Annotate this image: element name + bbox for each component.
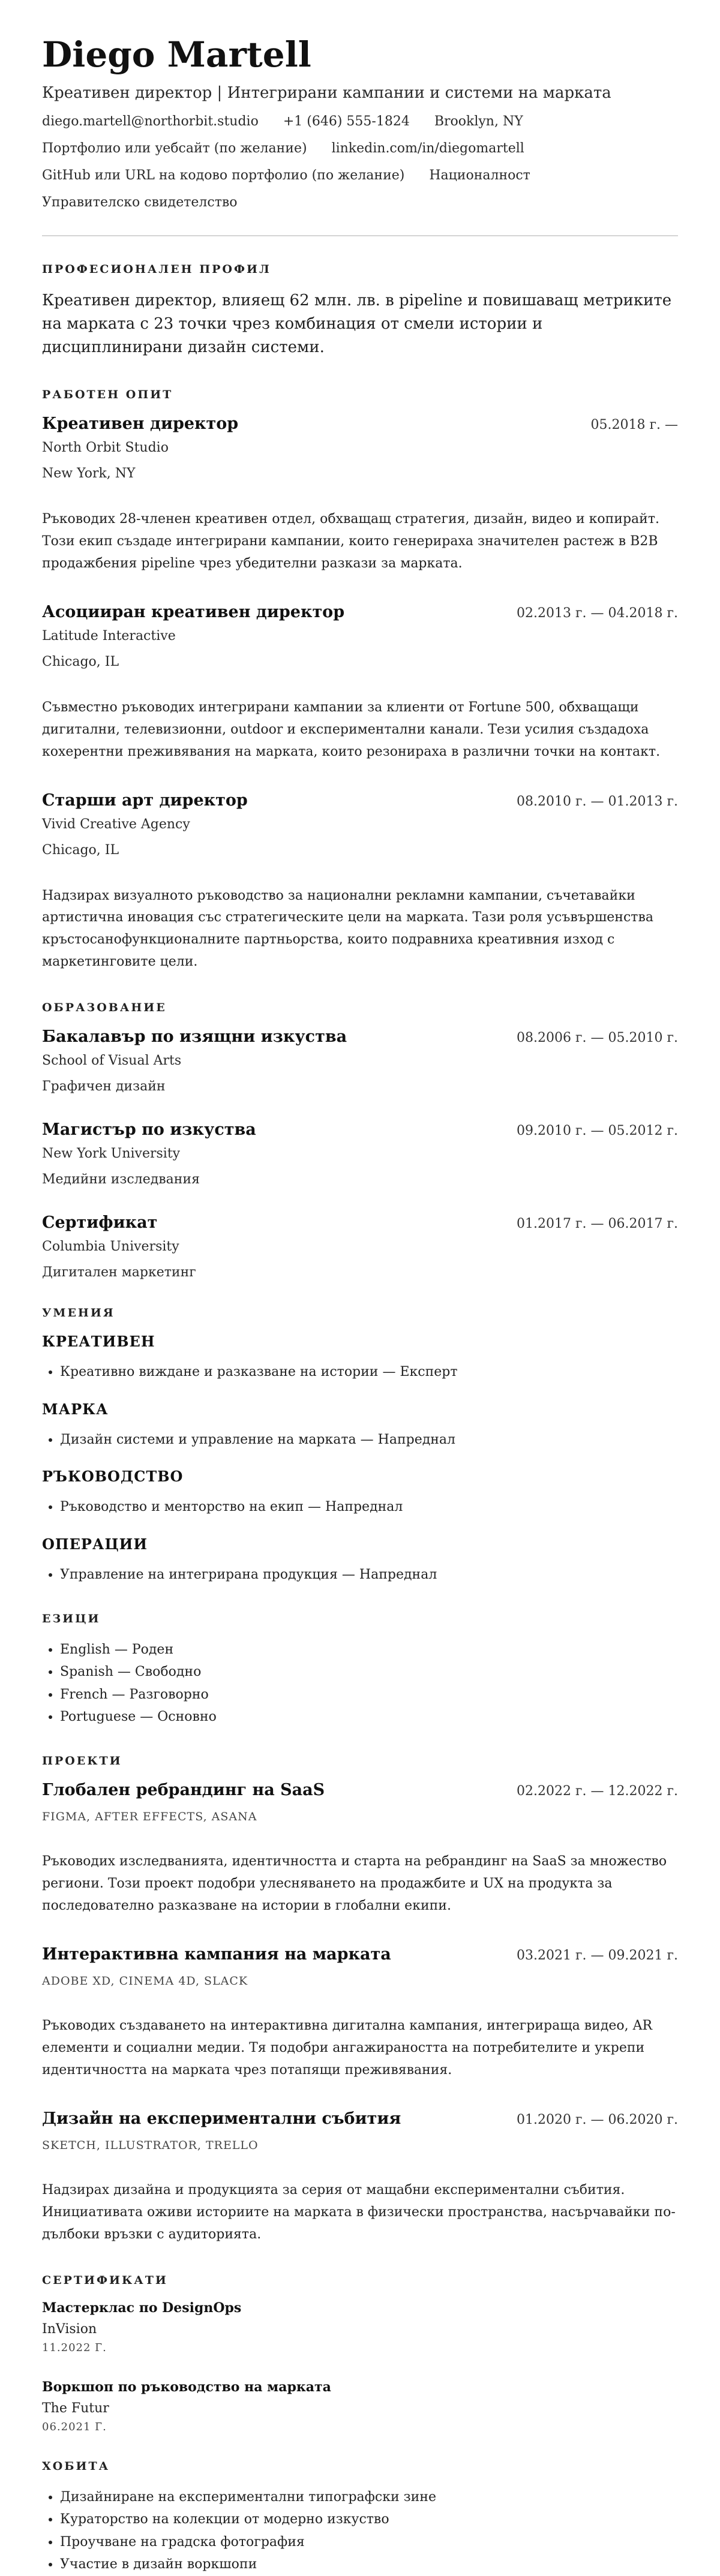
school: Columbia University: [42, 1239, 179, 1255]
contact-row-4: [42, 195, 678, 210]
project-description: Ръководих създаването на интерактивна дигитална кампания, интегрираща видео, AR елементи и социални медии. Тя подобри ангажираността на потребителите и укрепи идентичността на марката чрез потапящи преживявания.: [42, 2018, 653, 2078]
hobby-item: • Кураторство на колекции от модерно изкуство: [60, 2508, 678, 2530]
project-description: Ръководих изследванията, идентичността и старта на ребрандинг на SaaS за множество региони. Този проект подобри улесняването на продажбите и UX на продукта за последователно разказване на истории в глобални екипи.: [42, 1854, 667, 1914]
education-dates: 01.2017 г. — 06.2017 г.: [517, 1216, 678, 1232]
experience-section: [42, 388, 678, 974]
job-title: Креативен директор: [42, 414, 239, 433]
language-item: • English — Роден: [60, 1639, 678, 1661]
job-location: Chicago, IL: [42, 842, 119, 858]
experience-entry: [42, 414, 678, 575]
job-location: New York, NY: [42, 465, 136, 481]
certificate-entry: [42, 2379, 678, 2433]
education-section: [42, 1001, 678, 1280]
school: School of Visual Arts: [42, 1053, 182, 1069]
field-of-study: Графичен дизайн: [42, 1079, 166, 1095]
certificate-name: Мастерклас по DesignOps: [42, 2300, 242, 2316]
degree: Бакалавър по изящни изкуства: [42, 1027, 347, 1047]
hobby-item: • Участие в дизайн воркшопи: [60, 2553, 678, 2575]
hobby-item: • Дизайниране на експериментални типографски зине: [60, 2486, 678, 2508]
profile-summary: Креативен директор, влияещ 62 млн. лв. в pipeline и повишаващ метриките на марката с 23 точки чрез комбинация от смели истории и дисциплинирани дизайн системи.: [42, 291, 672, 356]
job-title: Асоцииран креативен директор: [42, 602, 345, 621]
skill-category: МАРКА: [42, 1400, 109, 1418]
section-title-experience: РАБОТЕН ОПИТ: [42, 387, 173, 401]
skill-category: КРЕАТИВЕН: [42, 1333, 155, 1351]
education-entry: [42, 1213, 678, 1280]
skill-item: • Управление на интегрирана продукция — Напреднал: [60, 1564, 678, 1586]
project-dates: 02.2022 г. — 12.2022 г.: [517, 1784, 678, 1799]
experience-entry: [42, 791, 678, 974]
section-title-skills: УМЕНИЯ: [42, 1306, 115, 1320]
nationality: Националност: [429, 167, 530, 183]
company: Vivid Creative Agency: [42, 816, 190, 832]
github-link[interactable]: GitHub или URL на кодово портфолио (по желание): [42, 167, 405, 183]
skill-item: • Дизайн системи и управление на марката — Напреднал: [60, 1429, 678, 1451]
project-dates: 03.2021 г. — 09.2021 г.: [517, 1948, 678, 1964]
skill-item: • Ръководство и менторство на екип — Напреднал: [60, 1496, 678, 1518]
project-name: Дизайн на експериментални събития: [42, 2109, 401, 2129]
skills-section: [42, 1306, 678, 1586]
skill-group: [42, 1333, 678, 1383]
degree: Сертификат: [42, 1213, 158, 1233]
phone[interactable]: +1 (646) 555-1824: [283, 113, 410, 129]
header-divider: [42, 235, 678, 236]
job-description: Ръководих 28-членен креативен отдел, обхващащ стратегия, дизайн, видео и копирайт. Този екип създаде интегрирани кампании, които генерираха значителен растеж в B2B продажбения pipeline чрез убедителни разкази за марката.: [42, 511, 659, 571]
skill-group: [42, 1468, 678, 1518]
job-dates: 08.2010 г. — 01.2013 г.: [517, 793, 678, 809]
certificate-name: Воркшоп по ръководство на марката: [42, 2379, 331, 2395]
job-title: Старши арт директор: [42, 790, 248, 810]
education-dates: 09.2010 г. — 05.2012 г.: [517, 1123, 678, 1139]
hobby-item: • Проучване на градска фотография: [60, 2531, 678, 2553]
school: New York University: [42, 1146, 181, 1162]
education-entry: [42, 1120, 678, 1187]
portfolio-link[interactable]: Портфолио или уебсайт (по желание): [42, 140, 307, 156]
license: Управителско свидетелство: [42, 194, 238, 210]
certificate-entry: [42, 2300, 678, 2354]
project-tools: ADOBE XD, CINEMA 4D, SLACK: [42, 1974, 248, 1988]
skill-category: ОПЕРАЦИИ: [42, 1535, 148, 1553]
section-title-projects: ПРОЕКТИ: [42, 1754, 122, 1768]
profile-section: [42, 263, 678, 359]
contact-row-1: [42, 114, 678, 129]
project-dates: 01.2020 г. — 06.2020 г.: [517, 2112, 678, 2128]
resume-header: [42, 36, 678, 210]
location: Brooklyn, NY: [434, 113, 523, 129]
certificate-issuer: InVision: [42, 2322, 97, 2337]
contact-row-3: [42, 168, 678, 183]
skill-group: [42, 1535, 678, 1586]
contact-row-2: [42, 141, 678, 156]
company: North Orbit Studio: [42, 440, 169, 455]
company: Latitude Interactive: [42, 628, 176, 644]
skill-category: РЪКОВОДСТВО: [42, 1468, 184, 1486]
candidate-name: Diego Martell: [42, 34, 311, 75]
project-name: Глобален ребрандинг на SaaS: [42, 1781, 325, 1800]
section-title-languages: ЕЗИЦИ: [42, 1612, 101, 1625]
education-entry: [42, 1027, 678, 1094]
section-title-certificates: СЕРТИФИКАТИ: [42, 2274, 168, 2288]
language-item: • Spanish — Свободно: [60, 1661, 678, 1683]
job-description: Надзирах визуалното ръководство за национални рекламни кампании, съчетавайки артистична иновация със стратегическите цели на марката. Тази роля усъвършенства кръстосанофункционалните партньорства, които подравниха креативния изход с маркетинговите цели.: [42, 888, 653, 970]
hobbies-section: [42, 2460, 678, 2576]
language-item: • Portuguese — Основно: [60, 1706, 678, 1728]
section-title-hobbies: ХОБИТА: [42, 2460, 110, 2473]
education-dates: 08.2006 г. — 05.2010 г.: [517, 1030, 678, 1046]
experience-entry: [42, 603, 678, 764]
projects-section: [42, 1754, 678, 2246]
project-name: Интерактивна кампания на марката: [42, 1945, 391, 1964]
project-entry: [42, 1781, 678, 1917]
certificates-section: [42, 2274, 678, 2433]
certificate-date: 11.2022 Г.: [42, 2341, 107, 2355]
project-entry: [42, 1945, 678, 2082]
certificate-date: 06.2021 Г.: [42, 2421, 107, 2434]
job-dates: 02.2013 г. — 04.2018 г.: [517, 605, 678, 621]
field-of-study: Дигитален маркетинг: [42, 1265, 196, 1281]
section-title-education: ОБРАЗОВАНИЕ: [42, 1001, 167, 1015]
project-tools: SKETCH, ILLUSTRATOR, TRELLO: [42, 2139, 259, 2153]
degree: Магистър по изкуства: [42, 1120, 256, 1140]
project-entry: [42, 2109, 678, 2246]
skill-group: [42, 1400, 678, 1451]
job-description: Съвместно ръководих интегрирани кампании за клиенти от Fortune 500, обхващащи дигитални, телевизионни, outdoor и експериментални канали. Тези усилия създадоха кохерентни преживявания на марката, които резонираха в различни точки на контакт.: [42, 699, 661, 759]
project-description: Надзирах дизайна и продукцията за серия от мащабни експериментални събития. Инициативата оживи историите на марката в физически пространства, насърчавайки по-дълбоки връзки с аудиторията.: [42, 2183, 676, 2243]
job-location: Chicago, IL: [42, 654, 119, 669]
linkedin-link[interactable]: linkedin.com/in/diegomartell: [331, 140, 524, 156]
language-item: • French — Разговорно: [60, 1684, 678, 1706]
headline: Креативен директор | Интегрирани кампании и системи на марката: [42, 83, 611, 102]
certificate-issuer: The Futur: [42, 2401, 109, 2416]
section-title-profile: ПРОФЕСИОНАЛЕН ПРОФИЛ: [42, 262, 271, 276]
project-tools: FIGMA, AFTER EFFECTS, ASANA: [42, 1810, 257, 1824]
email[interactable]: diego.martell@northorbit.studio: [42, 113, 259, 129]
field-of-study: Медийни изследвания: [42, 1172, 200, 1188]
languages-section: [42, 1612, 678, 1729]
job-dates: 05.2018 г. —: [590, 417, 678, 432]
skill-item: • Креативно виждане и разказване на истории — Експерт: [60, 1361, 678, 1383]
